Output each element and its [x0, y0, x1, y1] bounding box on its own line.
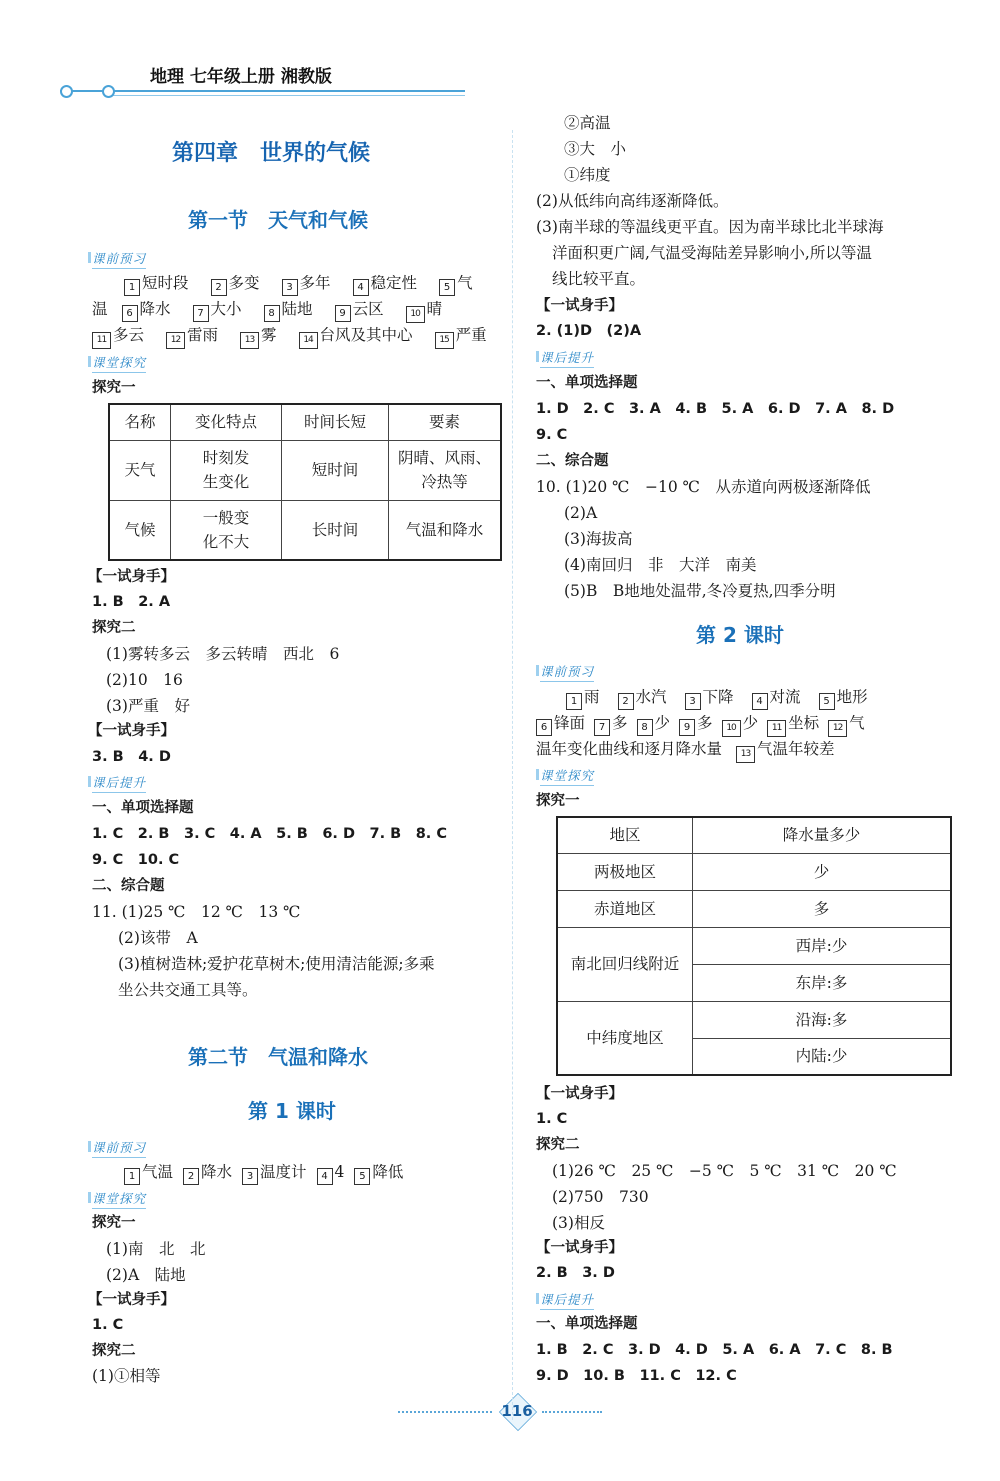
answer-line: 1. C 2. B 3. C 4. A 5. B 6. D 7. B 8. C: [92, 826, 448, 842]
answer-line: 2. B 3. D: [536, 1265, 615, 1281]
answer-line: 9. C: [536, 427, 568, 443]
pre-line-2: 6 锋面 7 多 8 少 9 多 10 少 11 坐标 12 气: [536, 713, 865, 737]
answer-line: 3. B 4. D: [92, 749, 171, 765]
section-title: 第一节 天气和气候: [188, 208, 368, 232]
explore-1-heading: 探究一: [92, 1215, 136, 1231]
comprehensive-heading: 二、综合题: [92, 878, 165, 894]
table-header: 降水量多少: [693, 817, 952, 853]
answer-line: 坐公共交通工具等。: [118, 981, 258, 999]
answer-line: 2. (1)D (2)A: [536, 323, 642, 339]
table-header: 地区: [557, 817, 693, 853]
weather-climate-table: [108, 403, 502, 561]
pre-class-tag: 课前预习: [540, 662, 594, 682]
header-dot: [102, 85, 115, 98]
lesson-title: 第 1 课时: [248, 1099, 336, 1123]
section-title: 第二节 气温和降水: [188, 1045, 368, 1069]
try-heading: 【一试身手】: [536, 298, 623, 314]
try-heading: 【一试身手】: [536, 1086, 623, 1102]
single-choice-heading: 一、单项选择题: [92, 800, 194, 816]
page-header: [60, 58, 470, 108]
page-number: 116: [494, 1398, 540, 1424]
chapter-title: 第四章 世界的气候: [172, 141, 371, 166]
after-class-tag: 课后提升: [92, 773, 146, 793]
answer-line: 9. D 10. B 11. C 12. C: [536, 1368, 737, 1384]
answer-line: (3)海拔高: [564, 530, 633, 548]
answer-line: (1)南 北 北: [106, 1240, 206, 1258]
in-class-tag: 课堂探究: [92, 1189, 146, 1209]
table-row: 南北回归线附近 西岸:少: [557, 927, 951, 964]
answer-line: (3)严重 好: [106, 697, 190, 715]
try-heading: 【一试身手】: [88, 723, 175, 739]
answer-line: 1. D 2. C 3. A 4. B 5. A 6. D 7. A 8. D: [536, 401, 895, 417]
answer-line: (2)A 陆地: [106, 1266, 186, 1284]
pre-line-3: 11 多云 12 雷雨 13 雾 14 台风及其中心 15 严重: [92, 325, 487, 349]
header-title: 地理 七年级上册 湘教版: [150, 67, 332, 87]
answer-line: 1. C: [92, 1317, 124, 1333]
answer-line: (2)A: [564, 504, 598, 522]
comprehensive-heading: 二、综合题: [536, 453, 609, 469]
answer-line: (2)从低纬向高纬逐渐降低。: [536, 192, 729, 210]
answer-line: (4)南回归 非 大洋 南美: [564, 556, 757, 574]
pre-line-2: 温 6 降水 7 大小 8 陆地 9 云区 10 晴: [92, 299, 442, 323]
answer-line: 1. B 2. C 3. D 4. D 5. A 6. A 7. C 8. B: [536, 1342, 893, 1358]
header-dot: [60, 85, 73, 98]
answer-line: (3)植树造林;爱护花草树木;使用清洁能源;多乘: [118, 955, 435, 973]
answer-line: 9. C 10. C: [92, 852, 180, 868]
precipitation-table: [556, 816, 952, 1076]
answer-line: 1. C: [536, 1111, 568, 1127]
answer-line: ①纬度: [564, 166, 611, 184]
explore-2-heading: 探究二: [92, 620, 136, 636]
after-class-tag: 课后提升: [540, 348, 594, 368]
answer-line: (1)雾转多云 多云转晴 西北 6: [106, 645, 340, 663]
try-heading: 【一试身手】: [536, 1240, 623, 1256]
table-header: 时间长短: [282, 404, 389, 440]
lesson-title: 第 2 课时: [696, 623, 784, 647]
answer-line: 1. B 2. A: [92, 594, 171, 610]
pre-line-1: 1 雨 2 水汽 3 下降 4 对流 5 地形: [566, 687, 868, 710]
table-row: 气候 一般变 化不大 长时间 气温和降水: [109, 500, 501, 560]
try-heading: 【一试身手】: [88, 1292, 175, 1308]
in-class-tag: 课堂探究: [540, 766, 594, 786]
header-rule: [60, 90, 465, 92]
table-header: 变化特点: [171, 404, 282, 440]
answer-line: (2)该带 A: [118, 929, 198, 947]
table-header: 名称: [109, 404, 171, 440]
header-rule-thin: [110, 95, 465, 96]
answer-line: (2)10 16: [106, 671, 183, 689]
table-row: 两极地区 少: [557, 853, 951, 890]
explore-2-heading: 探究二: [92, 1343, 136, 1359]
answer-line: (2)750 730: [552, 1188, 649, 1206]
pre-line: 1 气温 2 降水 3 温度计 4 4 5 降低: [124, 1162, 403, 1185]
single-choice-heading: 一、单项选择题: [536, 375, 638, 391]
answer-line: (3)南半球的等温线更平直。因为南半球比北半球海: [536, 218, 884, 236]
answer-line: (5)B B地地处温带,冬冷夏热,四季分明: [564, 582, 836, 600]
explore-1-heading: 探究一: [536, 793, 580, 809]
table-row: 天气 时刻发 生变化 短时间 阴晴、风雨、 冷热等: [109, 440, 501, 500]
table-header: 要素: [389, 404, 502, 440]
answer-line: ③大 小: [564, 140, 627, 158]
answer-line: 10. (1)20 ℃ −10 ℃ 从赤道向两极逐渐降低: [536, 478, 871, 496]
answer-line: (3)相反: [552, 1214, 605, 1232]
explore-1-heading: 探究一: [92, 380, 136, 396]
pre-class-tag: 课前预习: [92, 1138, 146, 1158]
answer-line: 线比较平直。: [552, 270, 646, 288]
pre-line-3: 温年变化曲线和逐月降水量 13 气温年较差: [536, 739, 835, 763]
answer-line: 洋面积更广阔,气温受海陆差异影响小,所以等温: [552, 244, 872, 262]
column-divider: [512, 130, 513, 1420]
table-row: 内陆:少: [557, 1038, 951, 1075]
table-row: 赤道地区 多: [557, 890, 951, 927]
explore-2-heading: 探究二: [536, 1137, 580, 1153]
pre-line-1: 1 短时段 2 多变 3 多年 4 稳定性 5 气: [124, 273, 473, 296]
answer-line: 11. (1)25 ℃ 12 ℃ 13 ℃: [92, 903, 301, 921]
answer-line: (1)①相等: [92, 1367, 161, 1385]
pre-class-tag: 课前预习: [92, 249, 146, 269]
single-choice-heading: 一、单项选择题: [536, 1316, 638, 1332]
answer-line: (1)26 ℃ 25 ℃ −5 ℃ 5 ℃ 31 ℃ 20 ℃: [552, 1162, 897, 1180]
table-row: 东岸:多: [557, 964, 951, 1001]
table-row: 中纬度地区 沿海:多: [557, 1001, 951, 1038]
in-class-tag: 课堂探究: [92, 353, 146, 373]
try-heading: 【一试身手】: [88, 569, 175, 585]
footer-dots-left: [398, 1411, 492, 1413]
footer-dots-right: [542, 1411, 602, 1413]
after-class-tag: 课后提升: [540, 1290, 594, 1310]
answer-line: ②高温: [564, 114, 611, 132]
